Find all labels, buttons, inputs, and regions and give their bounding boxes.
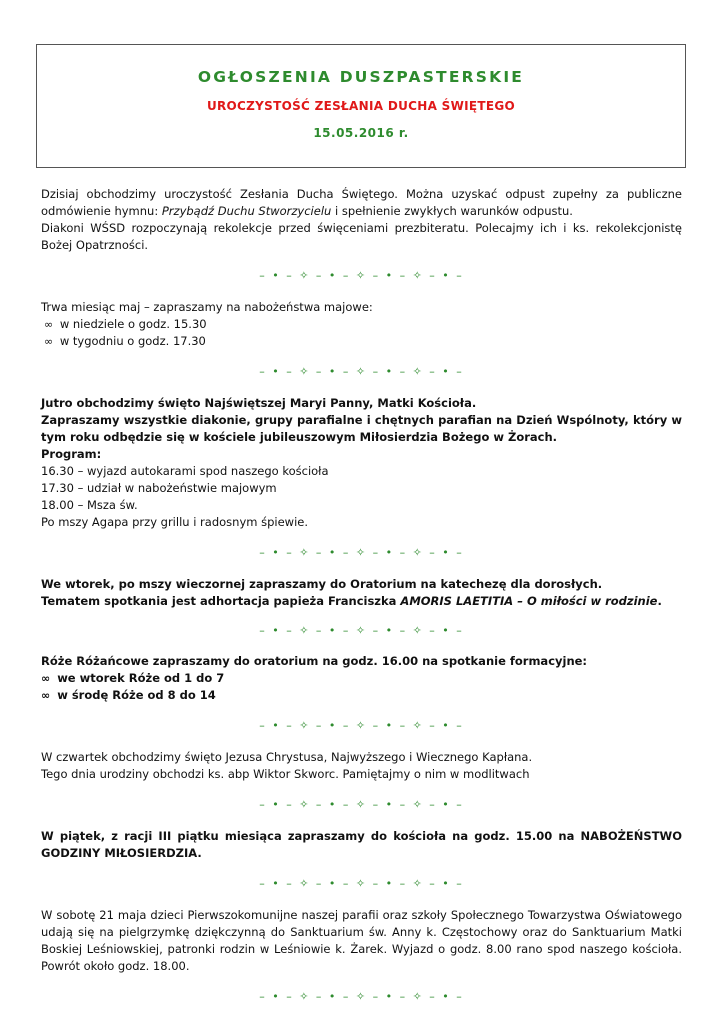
- announcement-pentecost: [41, 186, 682, 254]
- announcement-rosary: [41, 653, 682, 704]
- text: i spełnienie zwykłych warunków odpustu.: [331, 204, 573, 218]
- announcement-pilgrimage: [41, 907, 682, 975]
- paragraph: Diakoni WŚSD rozpoczynają rekolekcje przed święceniami prezbiteratu. Polecajmy ich i ks. rekolekcjonistę Bożej Opatrzności.: [41, 221, 682, 252]
- separator: – • – ✧ – • – ✧ – • – ✧ – • –: [259, 365, 464, 378]
- text: Tematem spotkania jest adhortacja papieża Franciszka: [41, 594, 401, 608]
- hymn-title: Przybądź Duchu Stworzycielu: [161, 204, 332, 218]
- program-item: 16.30 – wyjazd autokarami spod naszego kościoła: [41, 464, 329, 478]
- infinity-bullet-icon: ∞: [44, 335, 54, 348]
- infinity-bullet-icon: ∞: [41, 672, 51, 685]
- paragraph: Róże Różańcowe zapraszamy do oratorium na godz. 16.00 na spotkanie formacyjne:: [41, 654, 588, 668]
- list-item-text: w środę Róże od 8 do 14: [57, 688, 216, 702]
- announcements: [41, 186, 682, 1020]
- paragraph: Po mszy Agapa przy grillu i radosnym śpiewie.: [41, 515, 309, 529]
- list-item: [41, 670, 682, 687]
- paragraph: Jutro obchodzimy święto Najświętszej Maryi Panny, Matki Kościoła.: [41, 396, 477, 410]
- separator: – • – ✧ – • – ✧ – • – ✧ – • –: [259, 624, 464, 637]
- list-item: [41, 333, 682, 350]
- separator: – • – ✧ – • – ✧ – • – ✧ – • –: [259, 990, 464, 1003]
- list-item: [41, 316, 682, 333]
- paragraph: [41, 593, 682, 610]
- page-title: OGŁOSZENIA DUSZPASTERSKIE: [197, 68, 525, 86]
- list-item-text: w niedziele o godz. 15.30: [59, 317, 207, 331]
- paragraph: [41, 186, 682, 220]
- paragraph: Tego dnia urodziny obchodzi ks. abp Wiktor Skworc. Pamiętajmy o nim w modlitwach: [41, 767, 530, 781]
- paragraph: W sobotę 21 maja dzieci Pierwszokomunijne naszej parafii oraz szkoły Społecznego Towarzystwa Oświatowego udają się na pielgrzymkę dziękczynną do Sanktuarium św. Anny k. Częstochowy oraz do Sanktuarium Matki Boskiej Leśniowskiej, patronki rodzin w Leśniowie k. Żarek. Wyjazd o godz. 8.00 rano spod naszego kościoła. Powrót około godz. 18.00.: [41, 908, 682, 973]
- program-item: 18.00 – Msza św.: [41, 498, 138, 512]
- announcement-may-services: [41, 299, 682, 350]
- list-item-text: w tygodniu o godz. 17.30: [59, 334, 206, 348]
- infinity-bullet-icon: ∞: [44, 318, 54, 331]
- separator: – • – ✧ – • – ✧ – • – ✧ – • –: [259, 719, 464, 732]
- text: Dzisiaj obchodzimy uroczystość Zesłania Ducha Świętego. Można uzyskać odpust zupełny za publiczne odmówienie hymnu:: [41, 187, 682, 218]
- announcement-friday: [41, 828, 682, 862]
- page-date: 15.05.2016 r.: [313, 126, 409, 140]
- announcement-community-day: [41, 395, 682, 531]
- paragraph: We wtorek, po mszy wieczornej zapraszamy do Oratorium na katechezę dla dorosłych.: [41, 577, 603, 591]
- header-box: [36, 44, 686, 168]
- announcement-thursday: [41, 749, 682, 783]
- announcement-catechesis: [41, 576, 682, 610]
- separator: – • – ✧ – • – ✧ – • – ✧ – • –: [259, 877, 464, 890]
- infinity-bullet-icon: ∞: [41, 689, 51, 702]
- paragraph: W czwartek obchodzimy święto Jezusa Chrystusa, Najwyższego i Wiecznego Kapłana.: [41, 750, 533, 764]
- text: .: [657, 594, 662, 608]
- paragraph: Zapraszamy wszystkie diakonie, grupy parafialne i chętnych parafian na Dzień Wspólnoty, który w tym roku odbędzie się w kościele jubileuszowym Miłosierdzia Bożego w Żorach.: [41, 413, 682, 444]
- separator: – • – ✧ – • – ✧ – • – ✧ – • –: [259, 546, 464, 559]
- document-title: AMORIS LAETITIA – O miłości w rodzinie: [400, 594, 658, 608]
- program-label: Program:: [41, 447, 102, 461]
- list-item: [41, 687, 682, 704]
- paragraph: Trwa miesiąc maj – zapraszamy na nabożeństwa majowe:: [41, 300, 373, 314]
- program-item: 17.30 – udział w nabożeństwie majowym: [41, 481, 277, 495]
- page-subtitle: UROCZYSTOŚĆ ZESŁANIA DUCHA ŚWIĘTEGO: [206, 99, 516, 113]
- list-item-text: we wtorek Róże od 1 do 7: [57, 671, 225, 685]
- separator: – • – ✧ – • – ✧ – • – ✧ – • –: [259, 269, 464, 282]
- paragraph: W piątek, z racji III piątku miesiąca zapraszamy do kościoła na godz. 15.00 na NABOŻEŃSTWO GODZINY MIŁOSIERDZIA.: [41, 829, 682, 860]
- separator: – • – ✧ – • – ✧ – • – ✧ – • –: [259, 798, 464, 811]
